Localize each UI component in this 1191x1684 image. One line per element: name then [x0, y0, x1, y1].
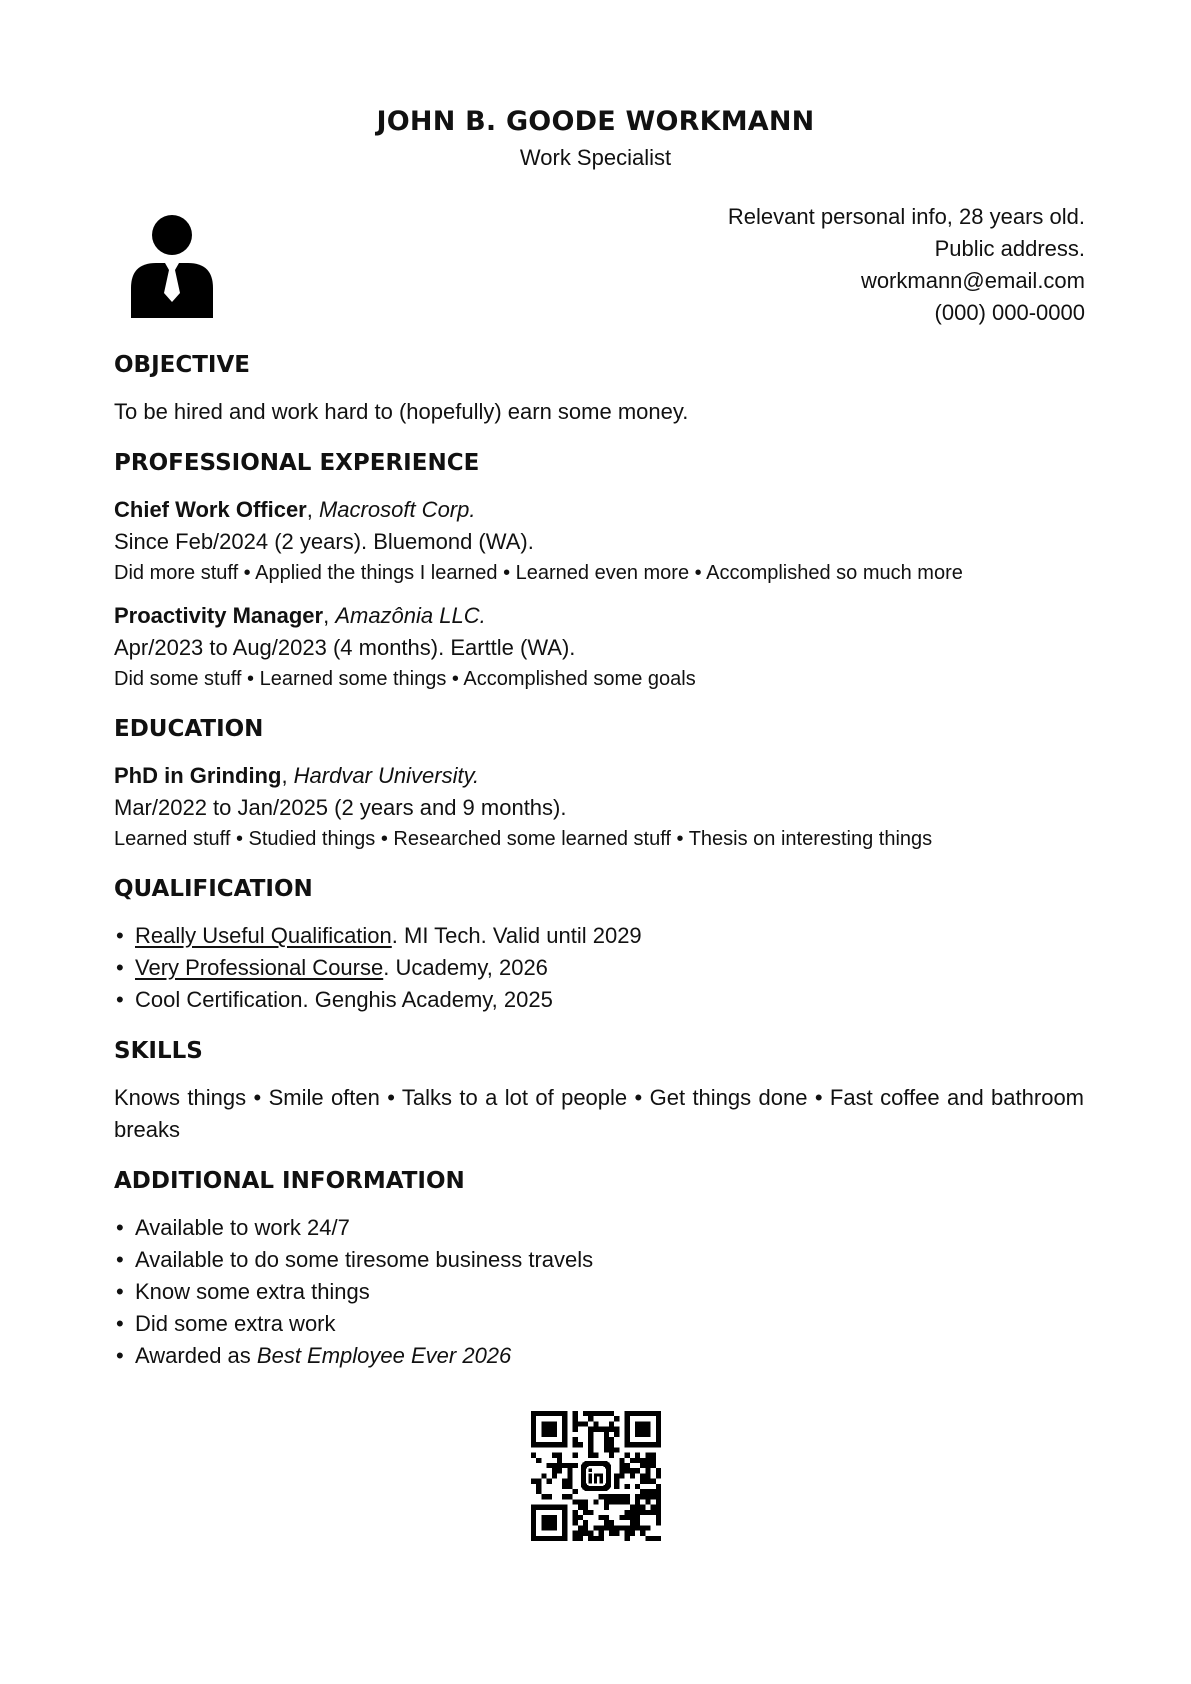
list-item: • Really Useful Qualification. MI Tech. Valid until 2029 — [114, 920, 1084, 952]
phone: (000) 000-0000 — [934, 300, 1085, 325]
candidate-name: JOHN B. GOODE WORKMANN — [376, 106, 815, 137]
degree-title: PhD in Grinding — [114, 763, 282, 788]
personal-info: Relevant personal info, 28 years old. — [727, 204, 1085, 229]
skills-text: Knows things • Smile often • Talks to a lot of people • Get things done • Fast coffee and bathroom breaks — [114, 1085, 1084, 1142]
company-name: Amazônia LLC. — [335, 603, 486, 628]
separator: , — [323, 603, 336, 628]
school-name: Hardvar University. — [293, 763, 480, 788]
qualification-link[interactable]: Very Professional Course — [135, 955, 384, 980]
qualification-link[interactable]: Really Useful Qualification — [135, 923, 392, 948]
contact-block — [728, 201, 1085, 329]
job-period: Apr/2023 to Aug/2023 (4 months). Earttle (WA). — [114, 635, 576, 660]
experience-list — [114, 494, 1084, 694]
job-title: Proactivity Manager — [114, 603, 324, 628]
resume-content — [114, 348, 1084, 1390]
list-item: • Know some extra things — [114, 1276, 1084, 1308]
list-item: • Available to work 24/7 — [114, 1212, 1084, 1244]
experience-entry — [114, 600, 1084, 694]
qualification-list — [114, 920, 1084, 1016]
objective-text: To be hired and work hard to (hopefully) earn some money. — [114, 399, 689, 424]
education-entry — [114, 760, 1084, 854]
list-item: • Very Professional Course. Ucademy, 2026 — [114, 952, 1084, 984]
job-period: Since Feb/2024 (2 years). Bluemond (WA). — [114, 529, 534, 554]
list-item: • Did some extra work — [114, 1308, 1084, 1340]
company-name: Macrosoft Corp. — [318, 497, 476, 522]
candidate-role: Work Specialist — [519, 145, 672, 170]
job-details: Did more stuff • Applied the things I learned • Learned even more • Accomplished so much more — [114, 562, 963, 584]
list-item: • Awarded as Best Employee Ever 2026 — [114, 1340, 1084, 1372]
separator: , — [281, 763, 294, 788]
experience-entry — [114, 494, 1084, 588]
linkedin-qr-code[interactable] — [531, 1411, 661, 1541]
education-list — [114, 760, 1084, 854]
award-title: Best Employee Ever 2026 — [256, 1343, 512, 1368]
qualification-heading: QUALIFICATION — [114, 876, 313, 902]
objective-heading: OBJECTIVE — [114, 352, 250, 378]
experience-heading: PROFESSIONAL EXPERIENCE — [114, 450, 480, 476]
person-with-tie-icon — [131, 214, 213, 318]
email[interactable]: workmann@email.com — [860, 268, 1085, 293]
job-title: Chief Work Officer — [114, 497, 307, 522]
education-details: Learned stuff • Studied things • Researched some learned stuff • Thesis on interesting things — [114, 828, 933, 850]
education-heading: EDUCATION — [114, 716, 264, 742]
education-period: Mar/2022 to Jan/2025 (2 years and 9 months). — [114, 795, 567, 820]
list-item: • Cool Certification. Genghis Academy, 2025 — [114, 984, 1084, 1016]
additional-list — [114, 1212, 1084, 1372]
additional-heading: ADDITIONAL INFORMATION — [114, 1168, 465, 1194]
separator: , — [306, 497, 319, 522]
job-details: Did some stuff • Learned some things • Accomplished some goals — [114, 668, 696, 690]
list-item: • Available to do some tiresome business travels — [114, 1244, 1084, 1276]
address: Public address. — [934, 236, 1085, 261]
skills-heading: SKILLS — [114, 1038, 203, 1064]
